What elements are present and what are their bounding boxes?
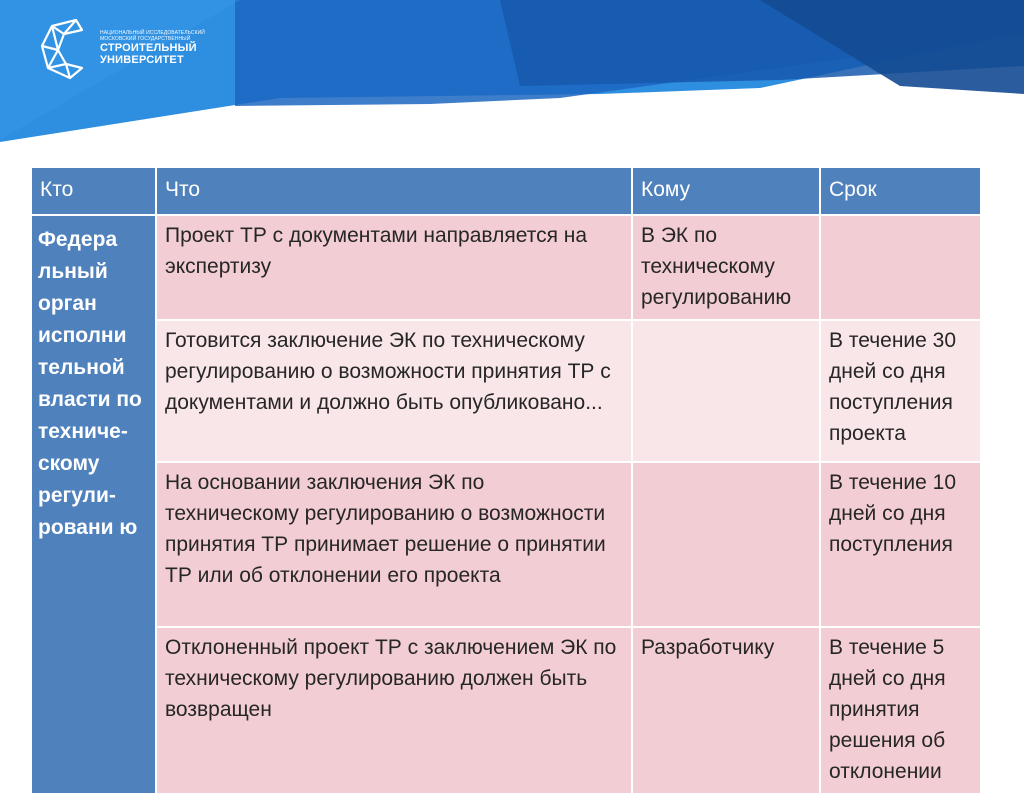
header-what: Что bbox=[156, 167, 632, 215]
logo-big-line-2: УНИВЕРСИТЕТ bbox=[100, 54, 184, 66]
university-c-logo-icon bbox=[36, 16, 96, 82]
to-whom-cell bbox=[632, 320, 820, 462]
table-row bbox=[31, 462, 981, 627]
term-cell bbox=[820, 215, 981, 320]
term-cell: В течение 10 дней со дня поступления bbox=[820, 462, 981, 627]
university-logo bbox=[36, 16, 236, 86]
header-term: Срок bbox=[820, 167, 981, 215]
to-whom-cell: Разработчику bbox=[632, 627, 820, 794]
table-header-row bbox=[31, 167, 981, 215]
table-row bbox=[31, 627, 981, 794]
term-cell: В течение 30 дней со дня поступления проекта bbox=[820, 320, 981, 462]
who-cell: Федера льный орган исполни тельной власти по техниче- скому регули- ровани ю bbox=[31, 215, 156, 794]
to-whom-cell bbox=[632, 462, 820, 627]
procedure-table bbox=[30, 166, 982, 795]
logo-small-line-2: МОСКОВСКИЙ ГОСУДАРСТВЕННЫЙ bbox=[100, 36, 191, 42]
logo-big-line-1: СТРОИТЕЛЬНЫЙ bbox=[100, 42, 197, 54]
what-cell: На основании заключения ЭК по техническому регулированию о возможности принятия ТР принимает решение о принятии ТР или об отклонении его проекта bbox=[156, 462, 632, 627]
logo-small-line-1: НАЦИОНАЛЬНЫЙ ИССЛЕДОВАТЕЛЬСКИЙ bbox=[100, 30, 205, 36]
table-row bbox=[31, 320, 981, 462]
to-whom-cell: В ЭК по техническому регулированию bbox=[632, 215, 820, 320]
what-cell: Проект ТР с документами направляется на экспертизу bbox=[156, 215, 632, 320]
term-cell: В течение 5 дней со дня принятия решения об отклонении bbox=[820, 627, 981, 794]
table-row bbox=[31, 215, 981, 320]
header-to-whom: Кому bbox=[632, 167, 820, 215]
what-cell: Отклоненный проект ТР с заключением ЭК по техническому регулированию должен быть возвращен bbox=[156, 627, 632, 794]
header-who: Кто bbox=[31, 167, 156, 215]
what-cell: Готовится заключение ЭК по техническому регулированию о возможности принятия ТР с документами и должно быть опубликовано... bbox=[156, 320, 632, 462]
